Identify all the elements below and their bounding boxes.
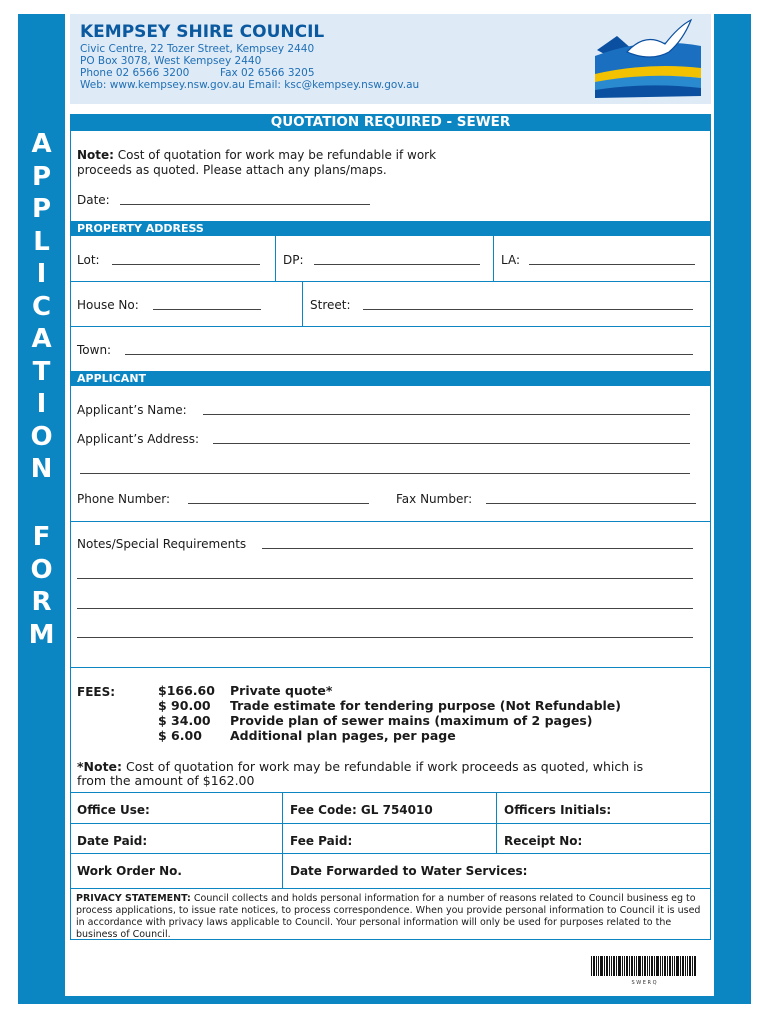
- side-letter: I: [36, 259, 47, 289]
- barcode: [591, 956, 697, 986]
- council-logo: [587, 16, 707, 102]
- notes-field-3[interactable]: [77, 608, 693, 609]
- date-paid-label: Date Paid:: [77, 834, 148, 848]
- divider: [70, 667, 711, 668]
- notes-field-2[interactable]: [77, 578, 693, 579]
- privacy-label: PRIVACY STATEMENT:: [76, 893, 191, 904]
- divider: [70, 281, 711, 282]
- date-label: Date:: [77, 193, 110, 207]
- divider: [282, 853, 283, 888]
- divider: [70, 326, 711, 327]
- fee-footnote-label: *Note:: [77, 759, 123, 774]
- dp-label: DP:: [283, 253, 304, 267]
- notes-field-4[interactable]: [77, 637, 693, 638]
- divider: [70, 853, 711, 854]
- applicant-address-field-2[interactable]: [80, 473, 690, 474]
- fee-description: Provide plan of sewer mains (maximum of 2 pages): [230, 713, 593, 728]
- side-letter: T: [32, 356, 51, 387]
- fee-footnote-text: Cost of quotation for work may be refundable if work proceeds as quoted, which is: [126, 759, 644, 774]
- fax-text: Fax 02 6566 3205: [220, 67, 315, 79]
- privacy-statement: [76, 893, 708, 941]
- note-line-1: [77, 148, 436, 162]
- side-letter: L: [33, 226, 50, 257]
- fee-amount: $ 90.00: [158, 698, 211, 713]
- notes-field[interactable]: [262, 548, 693, 549]
- address-line-1: Civic Centre, 22 Tozer Street, Kempsey 2440: [80, 43, 315, 55]
- note-text-1: Cost of quotation for work may be refundable if work: [117, 148, 437, 162]
- fax-number-label: Fax Number:: [396, 492, 473, 506]
- divider: [70, 521, 711, 522]
- fee-amount: $ 34.00: [158, 713, 211, 728]
- date-forwarded-label: Date Forwarded to Water Services:: [290, 864, 528, 878]
- side-letter: O: [30, 554, 53, 585]
- side-letter: C: [31, 291, 52, 322]
- la-field[interactable]: [529, 264, 695, 265]
- fax-number-field[interactable]: [486, 503, 696, 504]
- side-letter: A: [31, 129, 52, 159]
- side-letter: A: [31, 324, 52, 354]
- divider: [302, 281, 303, 326]
- note-line-2: proceeds as quoted. Please attach any plans/maps.: [77, 163, 387, 177]
- side-letter: M: [28, 619, 55, 650]
- council-header: [70, 14, 711, 104]
- divider: [70, 792, 711, 793]
- street-field[interactable]: [363, 309, 693, 310]
- la-label: LA:: [501, 253, 521, 267]
- barcode-text: S W E R Q: [631, 980, 657, 986]
- side-text-application: [18, 128, 65, 486]
- fee-amount: $166.60: [158, 683, 215, 698]
- officers-initials-label: Officers Initials:: [504, 803, 612, 817]
- town-field[interactable]: [125, 354, 693, 355]
- divider: [282, 792, 283, 853]
- note-label: Note:: [77, 148, 114, 162]
- divider: [496, 792, 497, 853]
- fee-footnote-2: from the amount of $162.00: [77, 773, 255, 788]
- side-letter: O: [30, 421, 53, 452]
- fee-description: Trade estimate for tendering purpose (Not Refundable): [230, 698, 621, 713]
- town-label: Town:: [77, 343, 112, 357]
- fee-description: Additional plan pages, per page: [230, 728, 456, 743]
- date-field[interactable]: [120, 204, 370, 205]
- web-email-text: Web: www.kempsey.nsw.gov.au Email: ksc@kempsey.nsw.gov.au: [80, 79, 420, 91]
- form-title: QUOTATION REQUIRED - SEWER: [70, 114, 711, 131]
- applicant-name-field[interactable]: [203, 414, 690, 415]
- applicant-address-label: Applicant’s Address:: [77, 432, 200, 446]
- fee-amount: $ 6.00: [158, 728, 202, 743]
- fee-paid-label: Fee Paid:: [290, 834, 353, 848]
- divider: [493, 236, 494, 281]
- office-use-label: Office Use:: [77, 803, 150, 817]
- applicant-address-field[interactable]: [213, 443, 690, 444]
- applicant-heading: APPLICANT: [70, 371, 711, 386]
- house-no-label: House No:: [77, 298, 139, 312]
- phone-number-field[interactable]: [188, 503, 369, 504]
- divider: [275, 236, 276, 281]
- divider: [70, 888, 711, 889]
- privacy-text: Council collects and holds personal information for a number of reasons related to Council business eg to process applications, to issue rate notices, to process correspondence. When you provide personal information to Council it is used in accordance with privacy laws applicable to Council. Your personal information will only be used for purposes related to the business of Council.: [76, 893, 701, 940]
- side-letter: I: [36, 389, 47, 419]
- side-letter: P: [31, 161, 52, 192]
- street-label: Street:: [310, 298, 351, 312]
- phone-text: Phone 02 6566 3200: [80, 67, 190, 79]
- side-letter: P: [31, 194, 52, 224]
- work-order-label: Work Order No.: [77, 864, 182, 878]
- right-side-bar: [714, 14, 751, 1004]
- address-line-2: PO Box 3078, West Kempsey 2440: [80, 55, 262, 67]
- bottom-bar: [18, 996, 751, 1004]
- applicant-name-label: Applicant’s Name:: [77, 403, 187, 417]
- side-letter: R: [31, 587, 52, 617]
- house-no-field[interactable]: [153, 309, 261, 310]
- receipt-no-label: Receipt No:: [504, 834, 583, 848]
- dp-field[interactable]: [314, 264, 480, 265]
- council-name: KEMPSEY SHIRE COUNCIL: [80, 22, 325, 42]
- phone-number-label: Phone Number:: [77, 492, 171, 506]
- side-text-form: [18, 521, 65, 651]
- divider: [70, 823, 711, 824]
- fee-footnote-1: [77, 759, 643, 774]
- property-address-heading: PROPERTY ADDRESS: [70, 221, 711, 236]
- fee-code-label: Fee Code: GL 754010: [290, 803, 433, 817]
- lot-label: Lot:: [77, 253, 100, 267]
- fee-description: Private quote*: [230, 683, 333, 698]
- fees-label: FEES:: [77, 685, 116, 699]
- notes-label: Notes/Special Requirements: [77, 537, 247, 551]
- lot-field[interactable]: [112, 264, 260, 265]
- side-letter: N: [30, 454, 53, 484]
- side-letter: F: [32, 522, 51, 552]
